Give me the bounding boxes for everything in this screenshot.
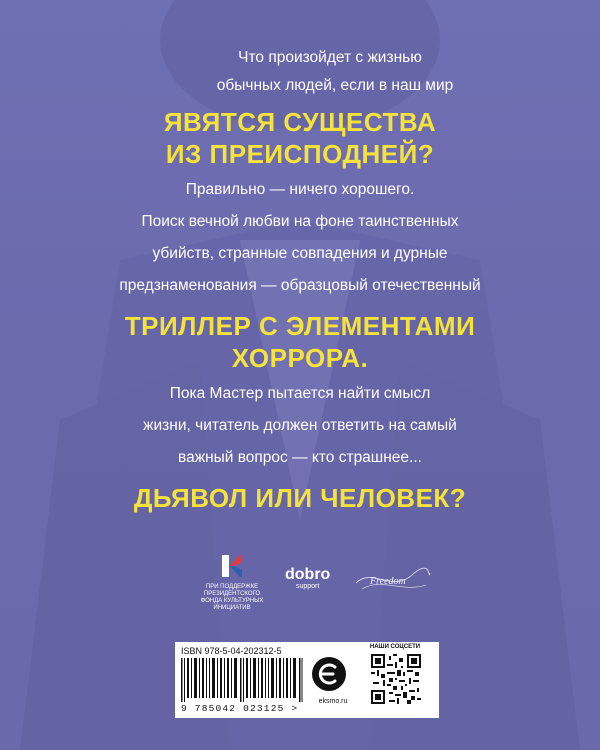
barcode-number: 9 785042 023125 > [181, 703, 299, 714]
headline-3: ДЬЯВОЛ ИЛИ ЧЕЛОВЕК? [133, 483, 467, 513]
paragraph-3-line-3: важный вопрос — кто страшнее... [178, 449, 422, 466]
intro-line-2: обычных людей, если в наш мир [216, 77, 454, 94]
answer-line: Правильно — ничего хорошего. [185, 181, 415, 198]
dobro-wordmark: dobro [285, 566, 331, 583]
dobro-logo [285, 567, 330, 591]
publisher-url: eksmo.ru [318, 698, 348, 705]
paragraph-3-line-2: жизни, читатель должен ответить на самый [143, 417, 457, 434]
sponsor-logos [0, 555, 600, 625]
paragraph-2-line-2: убийств, странные совпадения и дурные [152, 245, 448, 262]
headline-2-line-1: ТРИЛЛЕР С ЭЛЕМЕНТАМИ [124, 311, 476, 341]
qr-title: НАШИ СОЦСЕТИ [369, 644, 421, 650]
isbn-text: ISBN 978-5-04-202312-5 [181, 646, 282, 656]
blurb [0, 48, 600, 514]
eksmo-logo-icon [311, 656, 347, 692]
headline-1-line-2: ИЗ ПРЕИСПОДНЕЙ? [165, 139, 435, 169]
fund-caption: ПРИ ПОДДЕРЖКЕ ПРЕЗИДЕНТСКОГО ФОНДА КУЛЬТУРНЫХ ИНИЦИАТИВ [200, 584, 264, 611]
imprint-name: Freedom [370, 576, 406, 587]
dobro-subtitle: support [295, 583, 320, 590]
barcode-graphic [181, 658, 303, 702]
imprint-flourish-icon [352, 563, 432, 597]
fund-k-icon [222, 555, 242, 577]
paragraph-2-line-3: предзнаменования — образцовый отечественный [119, 277, 481, 294]
imprint-logo [352, 563, 432, 597]
isbn-barcode-panel [175, 642, 439, 718]
presidential-fund-logo [196, 555, 268, 612]
paragraph-3-line-1: Пока Мастер пытается найти смысл [169, 385, 431, 402]
social-qr-block [365, 642, 439, 718]
headline-2-line-2: ХОРРОРА. [231, 343, 369, 373]
headline-1-line-1: ЯВЯТСЯ СУЩЕСТВА [163, 107, 437, 137]
qr-code-graphic [371, 654, 421, 704]
paragraph-2-line-1: Поиск вечной любви на фоне таинственных [141, 213, 459, 230]
intro-line-1: Что произойдет с жизнью [238, 49, 422, 66]
